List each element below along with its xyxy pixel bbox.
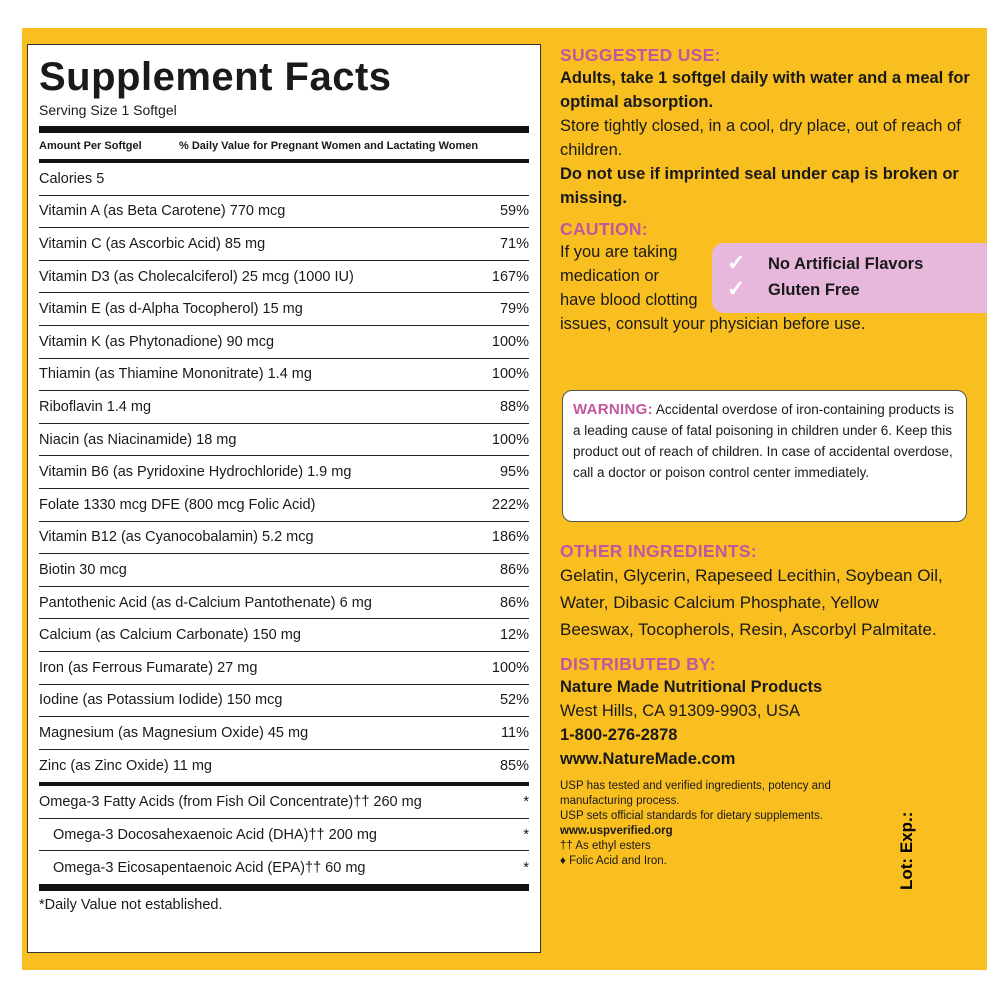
nutrient-row: [39, 819, 529, 852]
daily-value: 95%: [499, 464, 529, 481]
calories-row: [39, 163, 529, 196]
other-ingredients-heading: OTHER INGREDIENTS:: [560, 541, 757, 561]
supplement-facts-panel: [27, 44, 541, 953]
nutrient-name: Zinc (as Zinc Oxide) 11 mg: [39, 757, 212, 774]
distributed-by-heading: DISTRIBUTED BY:: [560, 654, 716, 674]
caution-line-4: issues, consult your physician before use.: [560, 315, 866, 333]
nutrient-name: Vitamin A (as Beta Carotene) 770 mcg: [39, 203, 286, 220]
dv-header: % Daily Value for Pregnant Women and Lactating Women: [179, 140, 479, 152]
caution-line-2: medication or: [560, 267, 660, 285]
daily-value: 85%: [499, 757, 529, 774]
nutrient-row: [39, 261, 529, 294]
no-artificial-flavors: No Artificial Flavors: [768, 255, 924, 273]
lower-right-column: [560, 540, 980, 869]
nutrient-name: Pantothenic Acid (as d-Calcium Pantothenate) 6 mg: [39, 594, 372, 611]
ethyl-esters-note: †† As ethyl esters: [560, 840, 651, 852]
claims-badge: [712, 243, 987, 313]
daily-value: 88%: [499, 398, 529, 415]
nutrient-row: [39, 750, 529, 783]
calories-label: Calories 5: [39, 170, 105, 187]
daily-value: 100%: [491, 366, 529, 383]
daily-value: 79%: [499, 301, 529, 318]
caution-line-3: have blood clotting: [560, 291, 698, 309]
daily-value: 186%: [491, 529, 529, 546]
nutrient-name: Biotin 30 mcg: [39, 561, 127, 578]
daily-value: 100%: [491, 431, 529, 448]
amount-header: Amount Per Softgel: [39, 140, 142, 152]
distributor-phone: 1-800-276-2878: [560, 726, 678, 744]
storage-text: Store tightly closed, in a cool, dry place, out of reach of children.: [560, 117, 961, 159]
nutrient-name: Niacin (as Niacinamide) 18 mg: [39, 431, 237, 448]
facts-footnote: *Daily Value not established.: [39, 897, 223, 914]
daily-value: *: [523, 826, 529, 843]
daily-value: 167%: [491, 268, 529, 285]
daily-value: 11%: [501, 724, 529, 741]
nutrient-row: [39, 851, 529, 884]
nutrient-name: Omega-3 Docosahexaenoic Acid (DHA)†† 200 mg: [53, 826, 377, 843]
serving-size: Serving Size 1 Softgel: [39, 102, 177, 118]
nutrient-name: Calcium (as Calcium Carbonate) 150 mg: [39, 627, 301, 644]
omega-rows: [39, 786, 529, 884]
daily-value: 71%: [499, 235, 529, 252]
nutrient-name: Magnesium (as Magnesium Oxide) 45 mg: [39, 724, 309, 741]
caution-line-1: If you are taking: [560, 243, 678, 261]
nutrient-name: Omega-3 Fatty Acids (from Fish Oil Concentrate)†† 260 mg: [39, 794, 422, 811]
seal-warning: Do not use if imprinted seal under cap is broken or missing.: [560, 165, 959, 207]
distributor-name: Nature Made Nutritional Products: [560, 678, 823, 696]
usp-website: www.uspverified.org: [560, 825, 673, 837]
lot-exp-area: [897, 812, 917, 890]
nutrient-name: Vitamin B12 (as Cyanocobalamin) 5.2 mcg: [39, 529, 314, 546]
nutrient-row: [39, 786, 529, 819]
daily-value: 86%: [499, 561, 529, 578]
usp-tested-text: USP has tested and verified ingredients, potency and manufacturing process.: [560, 780, 831, 807]
nutrient-row: [39, 424, 529, 457]
nutrient-name: Iodine (as Potassium Iodide) 150 mcg: [39, 692, 283, 709]
usp-standards-text: USP sets official standards for dietary supplements.: [560, 810, 823, 822]
daily-value: 100%: [491, 333, 529, 350]
nutrient-row: [39, 196, 529, 229]
nutrient-row: [39, 456, 529, 489]
thick-divider: [39, 126, 529, 133]
daily-value: *: [523, 794, 529, 811]
nutrient-name: Vitamin K (as Phytonadione) 90 mcg: [39, 333, 275, 350]
nutrient-row: [39, 293, 529, 326]
daily-value: 100%: [491, 659, 529, 676]
daily-value: 12%: [499, 627, 529, 644]
nutrient-row: [39, 685, 529, 718]
lot-label: Lot:: [897, 857, 916, 890]
checkmark-icon: ✓: [727, 276, 746, 301]
nutrient-row: [39, 652, 529, 685]
nutrient-name: Vitamin B6 (as Pyridoxine Hydrochloride) 1.9 mg: [39, 464, 352, 481]
checkmark-icon: ✓: [727, 250, 746, 275]
nutrient-name: Thiamin (as Thiamine Mononitrate) 1.4 mg: [39, 366, 312, 383]
nutrient-name: Vitamin D3 (as Cholecalciferol) 25 mcg (1000 IU): [39, 268, 354, 285]
other-ingredients-text: Gelatin, Glycerin, Rapeseed Lecithin, Soybean Oil, Water, Dibasic Calcium Phosphate, Yellow Beeswax, Tocopherols, Resin, Ascorbyl Palmitate.: [560, 566, 943, 639]
thick-divider: [39, 884, 529, 891]
facts-title: Supplement Facts: [39, 55, 392, 99]
nutrient-row: [39, 554, 529, 587]
nutrient-row: [39, 359, 529, 392]
nutrient-name: Iron (as Ferrous Fumarate) 27 mg: [39, 659, 258, 676]
nutrient-row: [39, 522, 529, 555]
distributor-address: West Hills, CA 91309-9903, USA: [560, 702, 800, 720]
nutrient-row: [39, 228, 529, 261]
nutrient-name: Folate 1330 mcg DFE (800 mcg Folic Acid): [39, 496, 316, 513]
nutrient-name: Vitamin C (as Ascorbic Acid) 85 mg: [39, 235, 266, 252]
gluten-free: Gluten Free: [768, 281, 860, 299]
daily-value: 59%: [499, 203, 529, 220]
suggested-use-bold: Adults, take 1 softgel daily with water and a meal for optimal absorption.: [560, 69, 970, 111]
folic-acid-note: ♦ Folic Acid and Iron.: [560, 855, 667, 867]
nutrient-name: Omega-3 Eicosapentaenoic Acid (EPA)†† 60 mg: [53, 859, 366, 876]
warning-box: [562, 390, 967, 522]
nutrient-row: [39, 326, 529, 359]
nutrient-row: [39, 587, 529, 620]
nutrient-row: [39, 391, 529, 424]
nutrient-name: Vitamin E (as d-Alpha Tocopherol) 15 mg: [39, 301, 303, 318]
nutrient-row: [39, 489, 529, 522]
nutrient-row: [39, 717, 529, 750]
daily-value: *: [523, 859, 529, 876]
warning-heading: WARNING:: [573, 401, 653, 418]
suggested-use-heading: SUGGESTED USE:: [560, 45, 721, 65]
distributor-website: www.NatureMade.com: [560, 750, 736, 768]
warning-text: Accidental overdose of iron-containing products is a leading cause of fatal poisoning in children under 6. Keep this product out of reach of children. In case of accidental overdose, call a doctor or poison control center immediately.: [573, 402, 954, 480]
daily-value: 222%: [491, 496, 529, 513]
exp-label: Exp.:: [897, 811, 916, 854]
daily-value: 86%: [499, 594, 529, 611]
nutrient-row: [39, 619, 529, 652]
nutrient-rows: [39, 196, 529, 783]
daily-value: 52%: [499, 692, 529, 709]
caution-heading: CAUTION:: [560, 219, 648, 239]
nutrient-name: Riboflavin 1.4 mg: [39, 398, 152, 415]
facts-header-row: [39, 133, 529, 159]
